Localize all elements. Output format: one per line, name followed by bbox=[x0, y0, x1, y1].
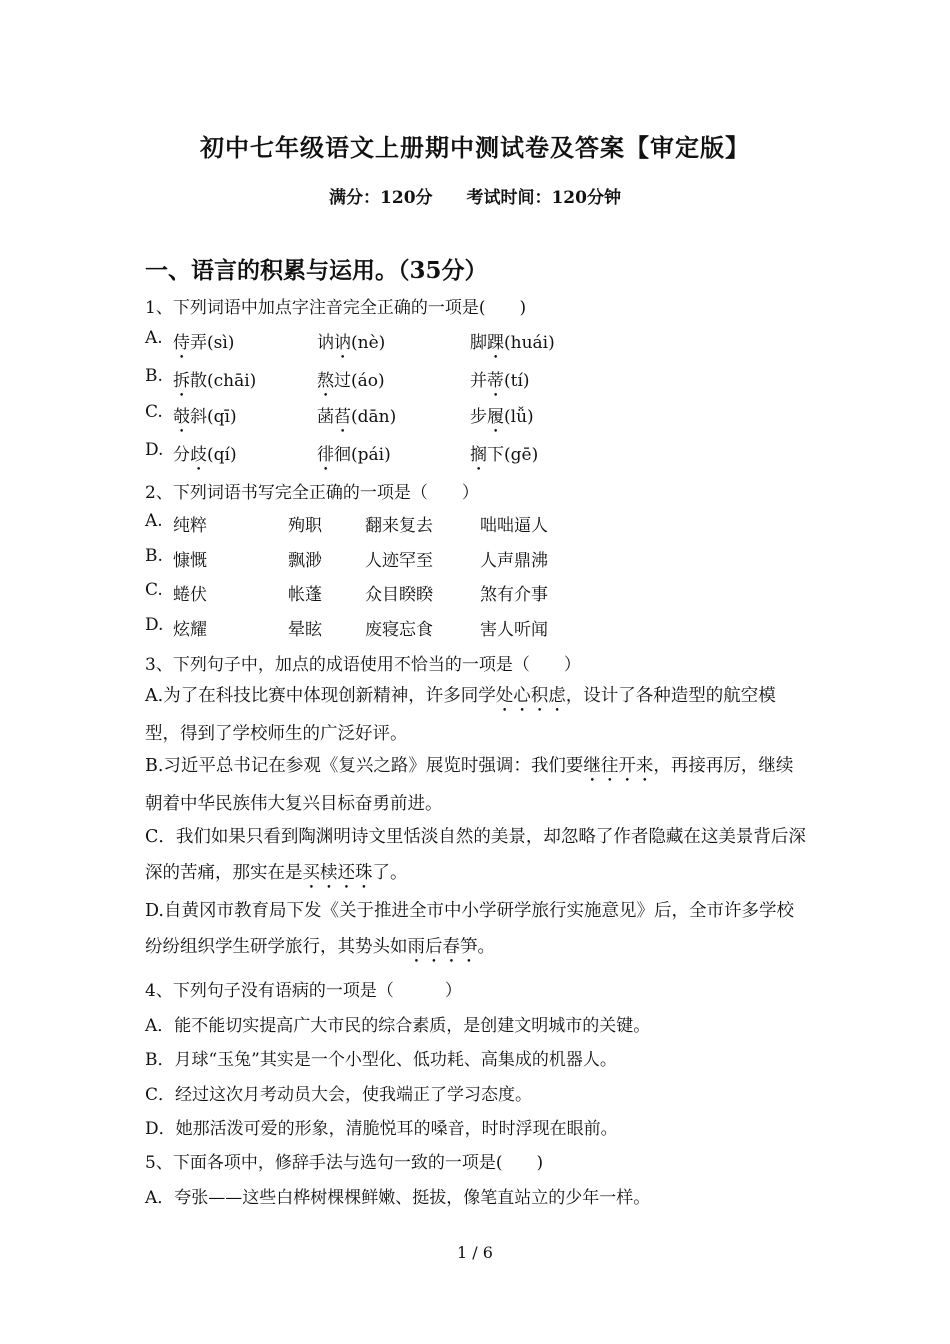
question-4-option: C．经过这次月考动员大会，使我端正了学习态度。 bbox=[145, 1085, 533, 1105]
option-label: C. bbox=[145, 580, 163, 600]
dotted-char: 讷 bbox=[334, 333, 351, 353]
question-1-stem: 1、下列词语中加点字注音完全正确的一项是( ) bbox=[145, 298, 527, 318]
dotted-idiom: 雨后春笋 bbox=[407, 937, 478, 957]
dotted-idiom: 处心积虑 bbox=[495, 686, 566, 706]
question-4-option: B．月球“玉兔”其实是一个小型化、低功耗、高集成的机器人。 bbox=[145, 1050, 617, 1070]
dotted-char: 徘 bbox=[317, 445, 334, 465]
pinyin-item: 讷讷(nè) bbox=[317, 333, 386, 353]
word-item: 人迹罕至 bbox=[365, 551, 433, 571]
dotted-char: 侍 bbox=[173, 333, 190, 353]
option-label: A. bbox=[145, 511, 163, 531]
dotted-idiom: 买椟还珠 bbox=[302, 863, 373, 883]
word-item: 纯粹 bbox=[173, 516, 207, 536]
word-item: 咄咄逼人 bbox=[480, 516, 548, 536]
question-3-stem: 3、下列句子中，加点的成语使用不恰当的一项是（ ） bbox=[145, 655, 581, 675]
question-4-stem: 4、下列句子没有语病的一项是（ ） bbox=[145, 981, 462, 1001]
dotted-char: 拆 bbox=[173, 371, 190, 391]
option-label: B. bbox=[145, 366, 163, 386]
question-3-option-c: C．我们如果只看到陶渊明诗文里恬淡自然的美景，却忽略了作者隐藏在这美景背后深深的苦痛，那实在是买椟还珠了。 bbox=[145, 827, 806, 883]
word-item: 蜷伏 bbox=[173, 585, 207, 605]
question-3-option-a: A.为了在科技比赛中体现创新精神，许多同学处心积虑，设计了各种造型的航空模型，得到了学校师生的广泛好评。 bbox=[145, 686, 776, 744]
dotted-char: 蒂 bbox=[487, 371, 504, 391]
dotted-char: 歧 bbox=[190, 445, 207, 465]
pinyin-item: 分歧(qí) bbox=[173, 445, 237, 465]
question-5-stem: 5、下面各项中，修辞手法与选句一致的一项是( ) bbox=[145, 1153, 544, 1173]
word-item: 晕眩 bbox=[288, 620, 322, 640]
pinyin-item: 侍弄(sì) bbox=[173, 333, 235, 353]
pinyin-item: 熬过(áo) bbox=[317, 371, 385, 391]
document-title: 初中七年级语文上册期中测试卷及答案【审定版】 bbox=[200, 133, 750, 162]
dotted-char: 踝 bbox=[487, 333, 504, 353]
pinyin-item: 拆散(chāi) bbox=[173, 371, 257, 391]
full-score: 满分：120分 bbox=[329, 188, 433, 208]
pinyin-item: 菡萏(dān) bbox=[317, 407, 397, 427]
pinyin-item: 并蒂(tí) bbox=[470, 371, 530, 391]
pinyin-item: 步履(lǚ) bbox=[470, 407, 534, 427]
question-2-stem: 2、下列词语书写完全正确的一项是（ ） bbox=[145, 483, 479, 503]
word-item: 众目睽睽 bbox=[365, 585, 433, 605]
question-4-option: D．她那活泼可爱的形象，清脆悦耳的嗓音，时时浮现在眼前。 bbox=[145, 1119, 618, 1139]
word-item: 人声鼎沸 bbox=[480, 551, 548, 571]
word-item: 煞有介事 bbox=[480, 585, 548, 605]
question-3-option-b: B.习近平总书记在参观《复兴之路》展览时强调：我们要继往开来，再接再厉，继续朝着中华民族伟大复兴目标奋勇前进。 bbox=[145, 756, 794, 814]
option-label: C. bbox=[145, 402, 163, 422]
word-item: 殉职 bbox=[288, 516, 322, 536]
pinyin-item: 搁下(gē) bbox=[470, 445, 539, 465]
dotted-char: 攲 bbox=[173, 407, 190, 427]
dotted-char: 萏 bbox=[334, 407, 351, 427]
question-5-option: A．夸张——这些白桦树棵棵鲜嫩、挺拔，像笔直站立的少年一样。 bbox=[145, 1188, 651, 1208]
dotted-char: 搁 bbox=[470, 445, 487, 465]
word-item: 帐蓬 bbox=[288, 585, 322, 605]
option-label: D. bbox=[145, 615, 164, 635]
word-item: 翻来复去 bbox=[365, 516, 433, 536]
pinyin-item: 攲斜(qī) bbox=[173, 407, 237, 427]
exam-time: 考试时间：120分钟 bbox=[466, 188, 621, 208]
question-4-option: A．能不能切实提高广大市民的综合素质，是创建文明城市的关键。 bbox=[145, 1016, 651, 1036]
page-number: 1 / 6 bbox=[457, 1243, 493, 1262]
option-label: B. bbox=[145, 546, 163, 566]
dotted-idiom: 继往开来 bbox=[583, 756, 654, 776]
option-label: A. bbox=[145, 328, 163, 348]
word-item: 飘渺 bbox=[288, 551, 322, 571]
word-item: 害人听闻 bbox=[480, 620, 548, 640]
dotted-char: 履 bbox=[487, 407, 504, 427]
exam-meta bbox=[0, 183, 950, 208]
word-item: 炫耀 bbox=[173, 620, 207, 640]
option-label: D. bbox=[145, 440, 164, 460]
word-item: 废寝忘食 bbox=[365, 620, 433, 640]
section-heading: 一、语言的积累与运用。（35分） bbox=[145, 257, 488, 284]
pinyin-item: 脚踝(huái) bbox=[470, 333, 555, 353]
word-item: 慷慨 bbox=[173, 551, 207, 571]
pinyin-item: 徘徊(pái) bbox=[317, 445, 391, 465]
dotted-char: 熬 bbox=[317, 371, 334, 391]
question-3-option-d: D.自黄冈市教育局下发《关于推进全市中小学研学旅行实施意见》后，全市许多学校纷纷组织学生研学旅行，其势头如雨后春笋。 bbox=[145, 901, 794, 957]
